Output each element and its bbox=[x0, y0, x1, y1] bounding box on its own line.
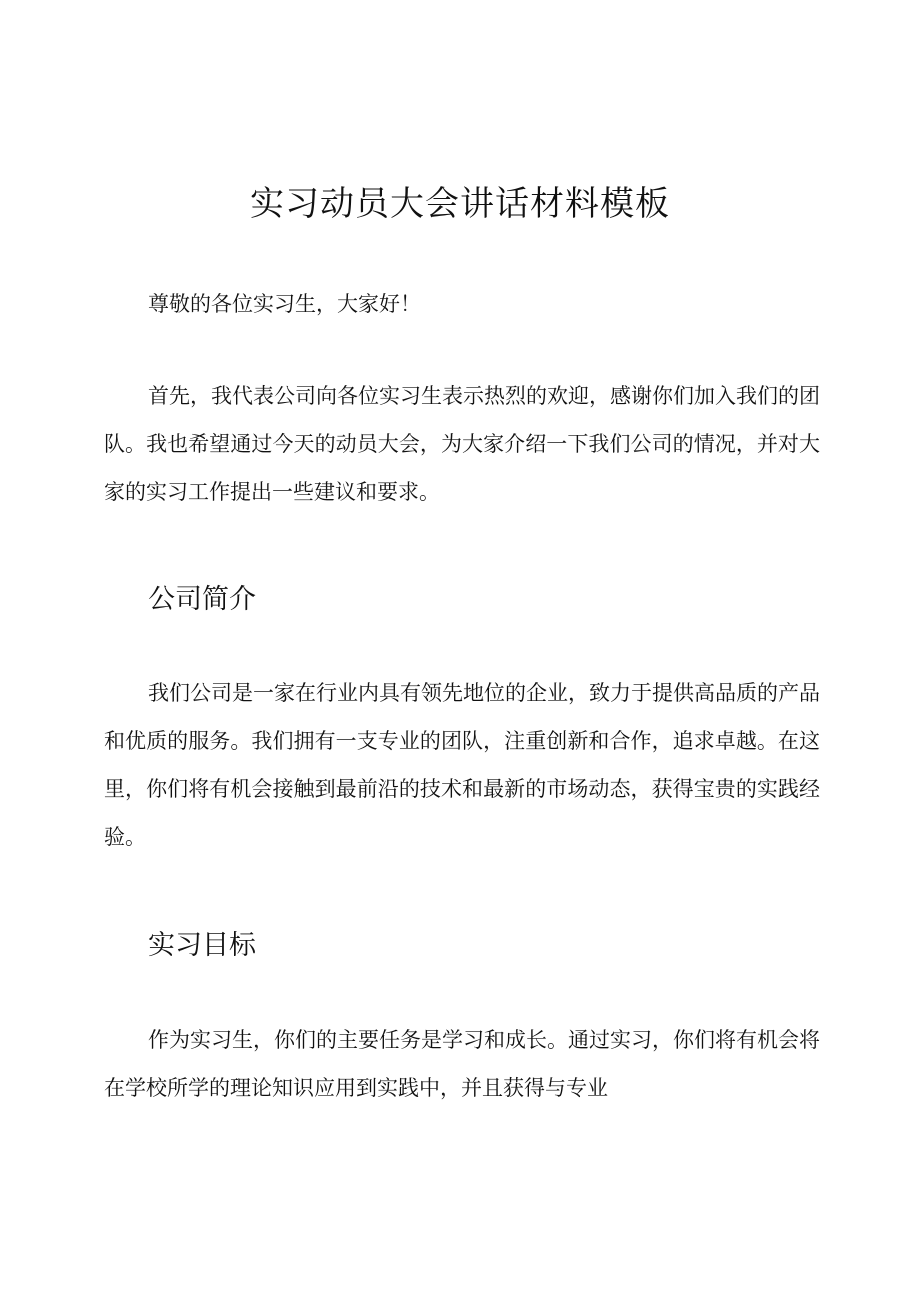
greeting-paragraph: 尊敬的各位实习生，大家好！ bbox=[148, 292, 421, 316]
company-profile-paragraph: 我们公司是一家在行业内具有领先地位的企业，致力于提供高品质的产品和优质的服务。我们拥有一支专业的团队，注重创新和合作，追求卓越。在这里，你们将有机会接触到最前沿的技术和最新的市场动态，获得宝贵的实践经验。 bbox=[104, 681, 820, 849]
intro-paragraph: 首先，我代表公司向各位实习生表示热烈的欢迎，感谢你们加入我们的团队。我也希望通过今天的动员大会，为大家介绍一下我们公司的情况，并对大家的实习工作提出一些建议和要求。 bbox=[104, 384, 820, 504]
section-heading-company-profile: 公司简介 bbox=[148, 584, 256, 615]
internship-goals-paragraph: 作为实习生，你们的主要任务是学习和成长。通过实习，你们将有机会将在学校所学的理论知识应用到实践中，并且获得与专业 bbox=[104, 1028, 820, 1100]
document-title: 实习动员大会讲话材料模板 bbox=[250, 184, 670, 224]
section-heading-internship-goals: 实习目标 bbox=[148, 930, 256, 961]
